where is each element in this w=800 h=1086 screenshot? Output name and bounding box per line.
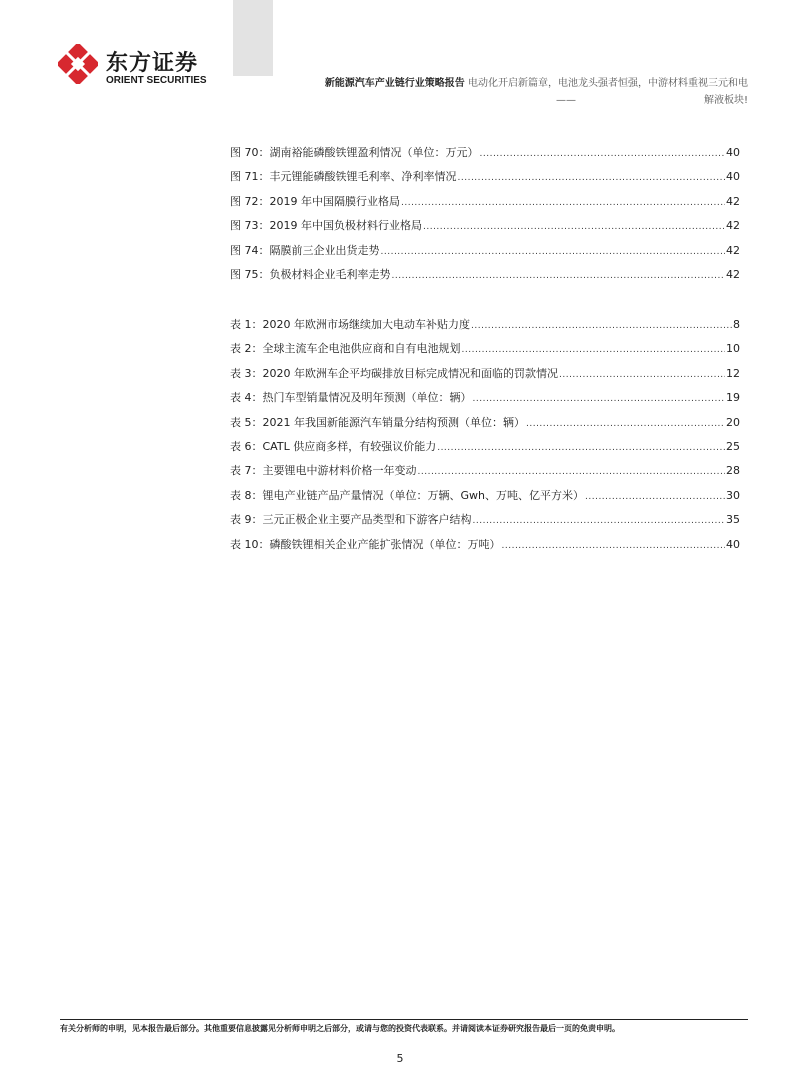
toc-leader-dots [437,441,725,455]
figure-list [230,146,740,292]
toc-entry[interactable] [230,416,740,440]
toc-entry-page: 42 [726,243,740,257]
toc-entry-page: 8 [733,318,740,331]
toc-entry[interactable] [230,146,740,170]
toc-leader-dots [473,514,726,528]
toc-entry-label: 表 6：CATL 供应商多样，有较强议价能力 [230,439,437,453]
toc-entry-label: 表 3：2020 年欧洲车企平均碳排放目标完成情况和面临的罚款情况 [230,366,558,380]
toc-leader-dots [458,171,726,185]
report-header-line2 [556,93,748,108]
toc-entry-label: 图 72：2019 年中国隔膜行业格局 [230,194,400,208]
toc-leader-dots [480,147,726,161]
logo-english-name: ORIENT SECURITIES [106,75,207,86]
toc-entry-page: 19 [726,391,740,405]
toc-entry-label: 图 74：隔膜前三企业出货走势 [230,243,380,257]
toc-entry-label: 图 71：丰元锂能磷酸铁锂毛利率、净利率情况 [230,170,457,184]
toc-leader-dots [381,245,726,259]
toc-leader-dots [559,368,725,382]
toc-entry-page: 40 [726,146,740,159]
toc-entry[interactable] [230,513,740,537]
toc-entry-label: 图 70：湖南裕能磷酸铁锂盈利情况（单位：万元） [230,146,479,159]
page-number: 5 [396,1052,404,1065]
company-logo [58,44,228,94]
toc-entry[interactable] [230,268,740,292]
toc-entry-page: 20 [726,415,740,429]
toc-entry-label: 表 9：三元正极企业主要产品类型和下游客户结构 [230,513,472,527]
toc-entry-label: 图 73：2019 年中国负极材料行业格局 [230,219,422,233]
logo-chinese-name: 东方证券 [106,51,199,76]
toc-entry[interactable] [230,440,740,464]
toc-leader-dots [473,392,726,406]
toc-entry-label: 图 75：负极材料企业毛利率走势 [230,267,391,281]
report-header [278,76,748,91]
toc-entry-page: 10 [726,342,740,356]
toc-entry[interactable] [230,538,740,562]
toc-leader-dots [392,269,726,283]
footer-disclaimer: 有关分析师的申明，见本报告最后部分。其他重要信息披露见分析师申明之后部分，或请与您的投资代表联系。并请阅读本证券研究报告最后一页的免责申明。 [60,1024,620,1033]
toc-entry[interactable] [230,219,740,243]
toc-entry-label: 表 1：2020 年欧洲市场继续加大电动车补贴力度 [230,318,470,331]
toc-entry[interactable] [230,318,740,342]
toc-entry[interactable] [230,195,740,219]
toc-entry-page: 28 [726,464,740,478]
toc-entry-page: 42 [726,219,740,233]
report-subtitle-cont: 解液板块! [703,95,748,106]
toc-leader-dots [502,539,726,553]
toc-entry-label: 表 2：全球主流车企电池供应商和自有电池规划 [230,342,461,356]
table-list [230,318,740,562]
toc-leader-dots [585,490,725,504]
toc-entry[interactable] [230,367,740,391]
report-subtitle: 电动化开启新篇章，电池龙头强者恒强，中游材料重视三元和电 [468,78,748,89]
toc-entry-page: 40 [726,537,740,551]
toc-leader-dots [401,196,725,210]
toc-entry[interactable] [230,342,740,366]
toc-entry-label: 表 8：锂电产业链产品产量情况（单位：万辆、Gwh、万吨、亿平方米） [230,488,584,502]
toc-entry-label: 表 5：2021 年我国新能源汽车销量分结构预测（单位：辆） [230,415,525,429]
toc-entry-page: 42 [726,194,740,208]
toc-entry-page: 42 [726,267,740,281]
toc-entry-label: 表 4：热门车型销量情况及明年预测（单位：辆） [230,391,472,405]
toc-leader-dots [526,417,725,431]
report-title: 新能源汽车产业链行业策略报告 [324,78,465,89]
toc-entry[interactable] [230,170,740,194]
toc-entry-page: 40 [726,170,740,184]
toc-entry-label: 表 10：磷酸铁锂相关企业产能扩张情况（单位：万吨） [230,537,501,551]
toc-entry-label: 表 7：主要锂电中游材料价格一年变动 [230,464,417,478]
toc-entry-page: 30 [726,488,740,502]
toc-entry-page: 12 [726,366,740,380]
footer-divider [60,1019,748,1020]
header-dash: —— [556,95,576,106]
logo-mark-icon [58,44,98,84]
toc-entry[interactable] [230,391,740,415]
toc-entry[interactable] [230,489,740,513]
toc-entry-page: 35 [726,513,740,527]
toc-leader-dots [462,343,726,357]
toc-leader-dots [423,220,725,234]
toc-leader-dots [418,465,726,479]
toc-entry[interactable] [230,244,740,268]
toc-leader-dots [471,319,732,333]
toc-entry-page: 25 [726,439,740,453]
header-gray-block [233,0,273,76]
toc-entry[interactable] [230,464,740,488]
